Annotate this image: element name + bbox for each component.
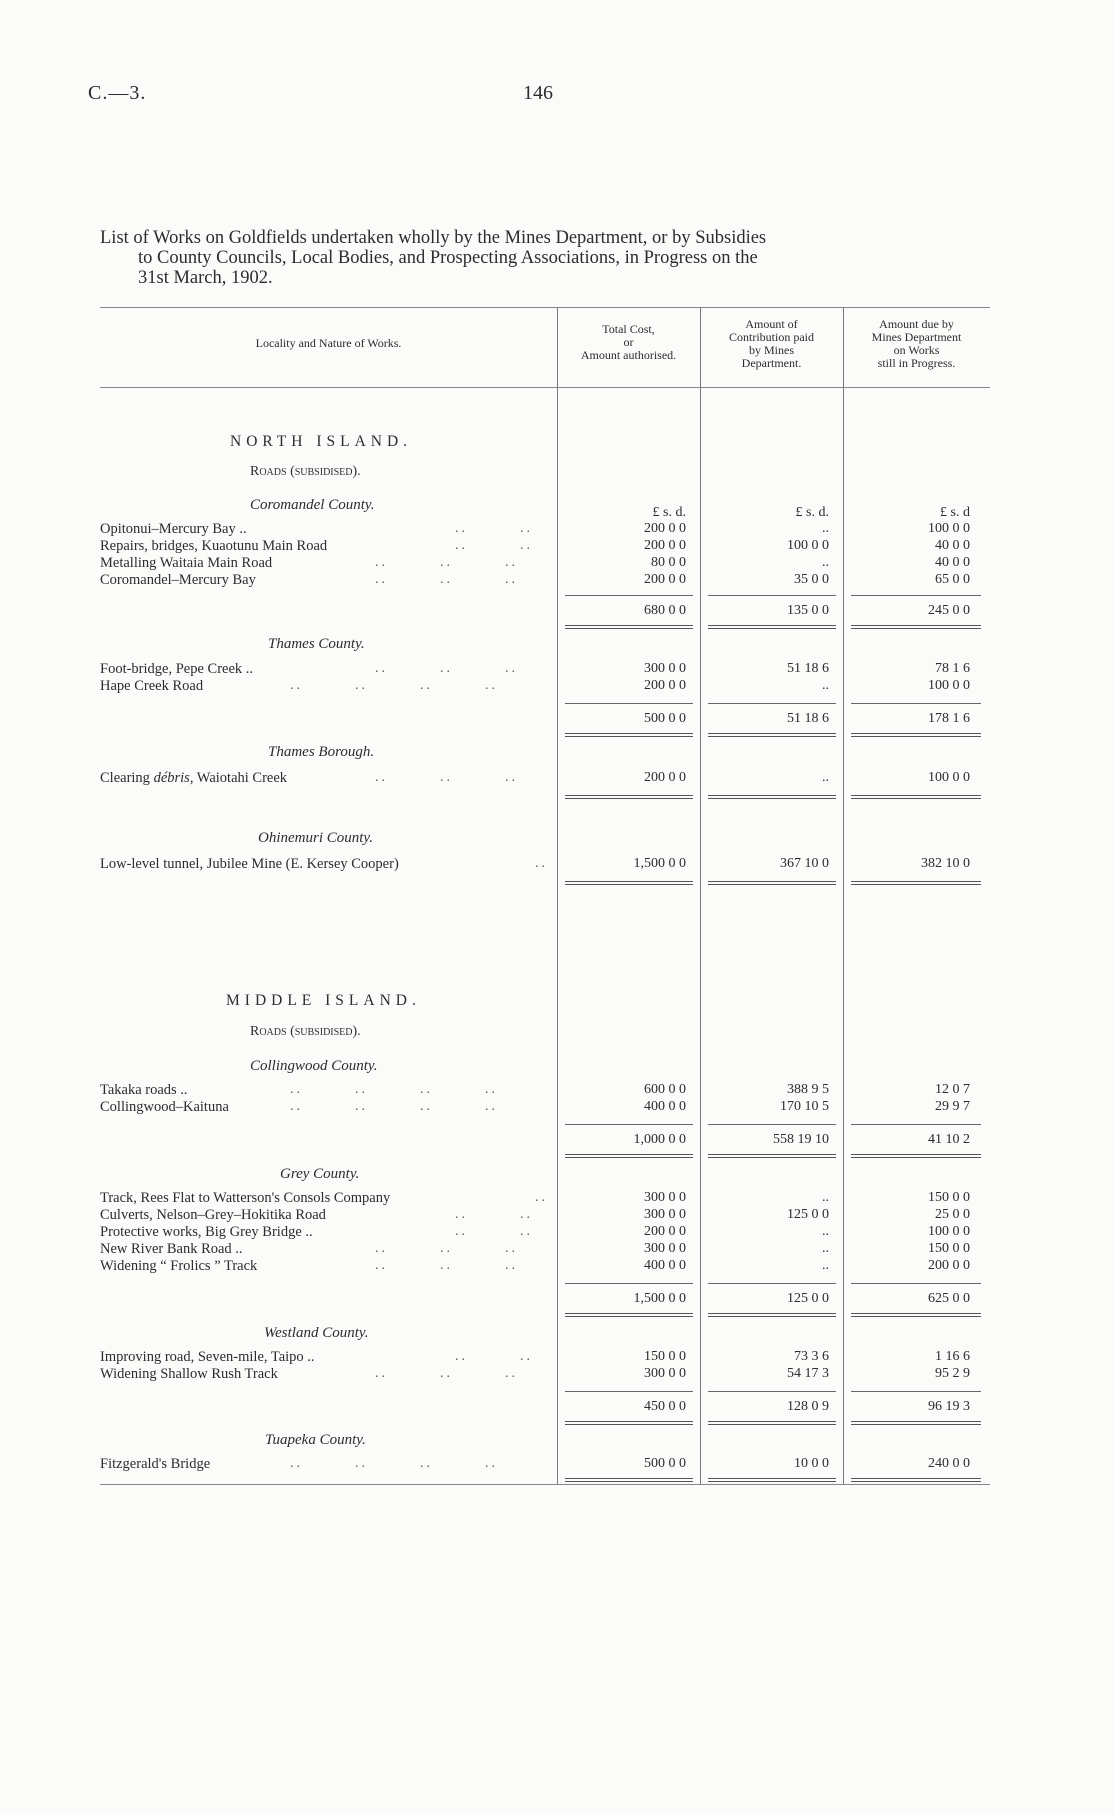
total-cost: 1,500 0 0	[633, 856, 686, 871]
leader-dots: .. .. ..	[375, 770, 518, 785]
leader-dots: .. .. ..	[375, 661, 518, 676]
row-label: Coromandel–Mercury Bay	[100, 572, 256, 588]
column-header-contribution	[700, 318, 843, 370]
amount-due: 29 9 7	[935, 1099, 970, 1114]
double-rule	[565, 1313, 693, 1317]
section-heading-middle-island: MIDDLE ISLAND.	[226, 992, 421, 1009]
double-rule	[565, 625, 693, 629]
total-cost: 200 0 0	[644, 678, 686, 693]
row-label: Protective works, Big Grey Bridge ..	[100, 1224, 313, 1240]
amount-due: 100 0 0	[928, 770, 970, 785]
currency-header-due: £ s. d	[940, 505, 970, 520]
amount-due: 100 0 0	[928, 1224, 970, 1239]
contrib-header-line: Amount of	[745, 317, 798, 331]
contrib-header-line: Contribution paid	[729, 330, 814, 344]
contribution-paid: 367 10 0	[780, 856, 829, 871]
double-rule	[708, 733, 836, 737]
leader-dots: .. ..	[455, 538, 533, 553]
contribution-paid: 35 0 0	[794, 572, 829, 587]
leader-dots: .. ..	[455, 521, 533, 536]
table-bottom-rule	[100, 1484, 990, 1485]
leader-dots: .. .. ..	[375, 1366, 518, 1381]
subsection-heading: Roads (subsidised).	[250, 464, 361, 479]
row-label-part: , Waiotahi Creek	[189, 770, 288, 786]
subtotal-contribution: 128 0 9	[787, 1399, 829, 1414]
contribution-paid: ..	[822, 555, 829, 570]
sum-rule	[851, 703, 981, 704]
contribution-paid: 54 17 3	[787, 1366, 829, 1381]
due-header-line: on Works	[893, 343, 940, 357]
total-cost: 300 0 0	[644, 661, 686, 676]
total-cost: 400 0 0	[644, 1099, 686, 1114]
column-divider-2	[700, 307, 701, 1484]
amount-due: 100 0 0	[928, 678, 970, 693]
subtotal-due: 625 0 0	[928, 1291, 970, 1306]
contribution-paid: 125 0 0	[787, 1207, 829, 1222]
sum-rule	[708, 703, 836, 704]
double-rule	[851, 795, 981, 799]
double-rule	[851, 1154, 981, 1158]
double-rule	[851, 1478, 981, 1482]
contrib-header-line: by Mines	[749, 343, 794, 357]
row-label: Widening Shallow Rush Track	[100, 1366, 278, 1382]
section-heading-north-island: NORTH ISLAND.	[230, 433, 413, 450]
row-label: Collingwood–Kaituna	[100, 1099, 229, 1115]
double-rule	[708, 1313, 836, 1317]
contribution-paid: 51 18 6	[787, 661, 829, 676]
subtotal-contribution: 558 19 10	[773, 1132, 829, 1147]
total-header-line: Amount authorised.	[580, 348, 677, 362]
sum-rule	[565, 595, 693, 596]
amount-due: 200 0 0	[928, 1258, 970, 1273]
double-rule	[565, 1478, 693, 1482]
leader-dots: .. ..	[455, 1349, 533, 1364]
double-rule	[708, 1478, 836, 1482]
total-header-line: or	[623, 335, 634, 349]
row-label: Hape Creek Road	[100, 678, 204, 694]
due-header-line: still in Progress.	[877, 356, 956, 370]
sum-rule	[851, 1124, 981, 1125]
row-label-italic: débris	[153, 770, 190, 786]
title-line-3: 31st March, 1902.	[138, 268, 273, 288]
sum-rule	[708, 1283, 836, 1284]
sum-rule	[851, 1391, 981, 1392]
county-heading: Coromandel County.	[250, 497, 375, 513]
subtotal-due: 96 19 3	[928, 1399, 970, 1414]
subtotal-contribution: 51 18 6	[787, 711, 829, 726]
subtotal-total: 450 0 0	[644, 1399, 686, 1414]
column-header-due	[843, 318, 990, 370]
amount-due: 40 0 0	[935, 555, 970, 570]
row-label	[100, 770, 287, 787]
row-label: Fitzgerald's Bridge	[100, 1456, 211, 1472]
double-rule	[851, 1313, 981, 1317]
title-line-2: to County Councils, Local Bodies, and Prospecting Associations, in Progress on the	[138, 248, 758, 268]
subtotal-total: 500 0 0	[644, 711, 686, 726]
total-cost: 200 0 0	[644, 538, 686, 553]
subtotal-contribution: 125 0 0	[787, 1291, 829, 1306]
contribution-paid: ..	[822, 1258, 829, 1273]
title-line-1: List of Works on Goldfields undertaken wholly by the Mines Department, or by Subsidies	[100, 228, 767, 248]
row-label: Foot-bridge, Pepe Creek ..	[100, 661, 254, 677]
total-cost: 300 0 0	[644, 1241, 686, 1256]
amount-due: 150 0 0	[928, 1241, 970, 1256]
total-cost: 200 0 0	[644, 521, 686, 536]
leader-dots: .. .. .. ..	[290, 1456, 498, 1471]
column-divider-1	[557, 307, 558, 1484]
total-cost: 400 0 0	[644, 1258, 686, 1273]
amount-due: 65 0 0	[935, 572, 970, 587]
amount-due: 240 0 0	[928, 1456, 970, 1471]
county-heading: Thames County.	[268, 636, 365, 652]
row-label: New River Bank Road ..	[100, 1241, 243, 1257]
leader-dots: ..	[535, 1190, 548, 1205]
leader-dots: ..	[535, 856, 548, 871]
subtotal-due: 178 1 6	[928, 711, 970, 726]
double-rule	[851, 625, 981, 629]
leader-dots: .. .. ..	[375, 555, 518, 570]
amount-due: 12 0 7	[935, 1082, 970, 1097]
sum-rule	[565, 1283, 693, 1284]
sum-rule	[708, 1124, 836, 1125]
header-bottom-rule	[100, 387, 990, 388]
subtotal-due: 245 0 0	[928, 603, 970, 618]
subtotal-due: 41 10 2	[928, 1132, 970, 1147]
page-number: 146	[523, 82, 553, 104]
table-top-rule	[100, 307, 990, 308]
subtotal-total: 1,000 0 0	[633, 1132, 686, 1147]
contribution-paid: 170 10 5	[780, 1099, 829, 1114]
total-cost: 500 0 0	[644, 1456, 686, 1471]
sum-rule	[851, 1283, 981, 1284]
subsection-heading: Roads (subsidised).	[250, 1024, 361, 1039]
double-rule	[708, 881, 836, 885]
sum-rule	[565, 703, 693, 704]
double-rule	[565, 881, 693, 885]
amount-due: 100 0 0	[928, 521, 970, 536]
county-heading: Tuapeka County.	[265, 1432, 366, 1448]
total-cost: 300 0 0	[644, 1366, 686, 1381]
row-label: Track, Rees Flat to Watterson's Consols Company	[100, 1190, 391, 1206]
contribution-paid: ..	[822, 1190, 829, 1205]
amount-due: 1 16 6	[935, 1349, 970, 1364]
contrib-header-line: Department.	[741, 356, 802, 370]
total-cost: 150 0 0	[644, 1349, 686, 1364]
leader-dots: .. .. .. ..	[290, 1099, 498, 1114]
contribution-paid: ..	[822, 770, 829, 785]
sum-rule	[708, 1391, 836, 1392]
contribution-paid: 73 3 6	[794, 1349, 829, 1364]
leader-dots: .. ..	[455, 1207, 533, 1222]
row-label: Takaka roads ..	[100, 1082, 188, 1098]
county-heading: Collingwood County.	[250, 1058, 378, 1074]
double-rule	[565, 733, 693, 737]
row-label: Opitonui–Mercury Bay ..	[100, 521, 247, 537]
column-divider-3	[843, 307, 844, 1484]
sum-rule	[565, 1391, 693, 1392]
due-header-line: Mines Department	[871, 330, 962, 344]
county-heading: Thames Borough.	[268, 744, 375, 760]
double-rule	[708, 1421, 836, 1425]
county-heading: Grey County.	[280, 1166, 360, 1182]
total-cost: 200 0 0	[644, 1224, 686, 1239]
sum-rule	[565, 1124, 693, 1125]
subtotal-contribution: 135 0 0	[787, 603, 829, 618]
row-label: Low-level tunnel, Jubilee Mine (E. Kersey Cooper)	[100, 856, 399, 872]
currency-header-total: £ s. d.	[652, 505, 686, 520]
total-cost: 300 0 0	[644, 1190, 686, 1205]
column-header-locality: Locality and Nature of Works.	[255, 336, 402, 350]
leader-dots: .. .. ..	[375, 1258, 518, 1273]
row-label-part: Clearing	[100, 770, 154, 786]
county-heading: Ohinemuri County.	[258, 830, 373, 846]
double-rule	[565, 1154, 693, 1158]
due-header-line: Amount due by	[879, 317, 954, 331]
total-cost: 200 0 0	[644, 770, 686, 785]
subtotal-total: 1,500 0 0	[633, 1291, 686, 1306]
column-header-total	[557, 323, 700, 362]
total-cost: 600 0 0	[644, 1082, 686, 1097]
document-title	[100, 228, 990, 288]
double-rule	[565, 1421, 693, 1425]
currency-header-contribution: £ s. d.	[795, 505, 829, 520]
double-rule	[708, 795, 836, 799]
double-rule	[565, 795, 693, 799]
leader-dots: .. .. ..	[375, 1241, 518, 1256]
total-header-line: Total Cost,	[602, 322, 655, 336]
leader-dots: .. .. .. ..	[290, 1082, 498, 1097]
amount-due: 150 0 0	[928, 1190, 970, 1205]
double-rule	[851, 881, 981, 885]
amount-due: 95 2 9	[935, 1366, 970, 1381]
double-rule	[851, 733, 981, 737]
double-rule	[851, 1421, 981, 1425]
contribution-paid: 388 9 5	[787, 1082, 829, 1097]
row-label: Culverts, Nelson–Grey–Hokitika Road	[100, 1207, 326, 1223]
contribution-paid: ..	[822, 1241, 829, 1256]
contribution-paid: ..	[822, 521, 829, 536]
row-label: Repairs, bridges, Kuaotunu Main Road	[100, 538, 328, 554]
contribution-paid: 10 0 0	[794, 1456, 829, 1471]
row-label: Widening “ Frolics ” Track	[100, 1258, 258, 1274]
amount-due: 382 10 0	[921, 856, 970, 871]
subtotal-total: 680 0 0	[644, 603, 686, 618]
contribution-paid: 100 0 0	[787, 538, 829, 553]
total-cost: 80 0 0	[651, 555, 686, 570]
amount-due: 40 0 0	[935, 538, 970, 553]
leader-dots: .. ..	[455, 1224, 533, 1239]
amount-due: 78 1 6	[935, 661, 970, 676]
row-label: Metalling Waitaia Main Road	[100, 555, 273, 571]
double-rule	[708, 1154, 836, 1158]
document-reference: C.—3.	[88, 82, 147, 104]
sum-rule	[708, 595, 836, 596]
total-cost: 200 0 0	[644, 572, 686, 587]
county-heading: Westland County.	[264, 1325, 369, 1341]
sum-rule	[851, 595, 981, 596]
contribution-paid: ..	[822, 678, 829, 693]
amount-due: 25 0 0	[935, 1207, 970, 1222]
row-label: Improving road, Seven-mile, Taipo ..	[100, 1349, 315, 1365]
total-cost: 300 0 0	[644, 1207, 686, 1222]
leader-dots: .. .. ..	[375, 572, 518, 587]
contribution-paid: ..	[822, 1224, 829, 1239]
double-rule	[708, 625, 836, 629]
leader-dots: .. .. .. ..	[290, 678, 498, 693]
